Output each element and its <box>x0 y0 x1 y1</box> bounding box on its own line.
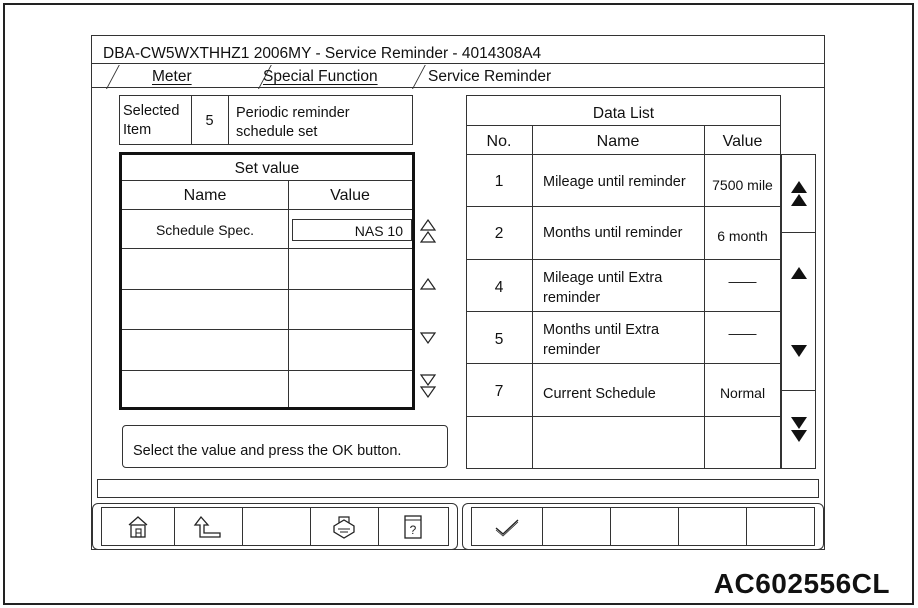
double-up-triangle-icon <box>790 179 808 209</box>
help-button[interactable] <box>378 508 448 545</box>
data-list-title: Data List <box>592 105 655 122</box>
print-button[interactable] <box>310 508 378 545</box>
data-row-name: Mileage until reminder <box>543 174 686 190</box>
function-button-group <box>101 507 449 546</box>
data-row-name: Months until Extra reminder <box>543 322 660 358</box>
data-row-value: Normal <box>719 385 766 401</box>
data-row-value: 7500 mile <box>712 177 773 193</box>
row-divider <box>122 289 412 290</box>
blank-button[interactable] <box>242 508 310 545</box>
data-list-name-header: Name <box>596 133 640 150</box>
status-bar <box>97 479 819 498</box>
set-value-name-header: Name <box>122 181 288 210</box>
scroll-page-down-button[interactable] <box>782 391 815 468</box>
row-divider <box>466 125 781 126</box>
tab-service-reminder[interactable]: Service Reminder <box>428 68 552 85</box>
divider <box>228 96 229 144</box>
row-divider <box>122 329 412 330</box>
data-row-name: Mileage until Extra reminder <box>543 270 663 306</box>
data-list-table <box>466 95 781 469</box>
back-button[interactable] <box>174 508 242 545</box>
selected-item-label: Selected Item <box>123 103 180 138</box>
down-triangle-icon <box>790 343 808 359</box>
tab-meter[interactable]: Meter <box>152 68 192 85</box>
column-divider <box>288 181 289 407</box>
data-row-no: 7 <box>494 383 504 400</box>
set-value-value-header: Value <box>288 181 412 210</box>
data-row-value: —— <box>728 273 757 289</box>
selected-item-description: Periodic reminder schedule set <box>236 105 350 140</box>
svg-text:?: ? <box>409 522 417 537</box>
set-value-panel <box>119 152 415 410</box>
data-row-no: 4 <box>494 279 504 296</box>
row-divider <box>466 416 781 417</box>
window-title: DBA-CW5WXTHHZ1 2006MY - Service Reminder - 4014308A4 <box>92 36 824 64</box>
instruction-message: Select the value and press the OK button. <box>122 425 448 468</box>
tab-bar <box>92 64 824 88</box>
data-list-no-header: No. <box>486 133 512 150</box>
home-button[interactable] <box>102 508 174 545</box>
tab-special-function[interactable]: Special Function <box>263 68 378 85</box>
set-value-title: Set value <box>122 155 412 181</box>
home-icon <box>126 514 150 540</box>
scroll-page-up-button[interactable] <box>782 155 815 233</box>
data-row-name: Months until reminder <box>543 225 683 241</box>
step-down-button[interactable] <box>414 318 442 358</box>
back-arrow-icon <box>193 515 223 539</box>
set-value-row-name: Schedule Spec. <box>155 222 255 238</box>
schedule-spec-value-field[interactable]: NAS 10 <box>292 219 412 241</box>
row-divider <box>122 370 412 371</box>
row-divider <box>466 259 781 260</box>
up-triangle-icon <box>790 265 808 281</box>
data-row-value: —— <box>728 325 757 341</box>
column-divider <box>532 125 533 469</box>
tab-divider <box>412 65 426 89</box>
row-divider <box>466 311 781 312</box>
blank-button[interactable] <box>542 508 610 545</box>
row-divider <box>466 154 781 155</box>
data-row-no: 1 <box>494 173 504 190</box>
scroll-up-button[interactable] <box>782 233 815 312</box>
action-button-group <box>471 507 815 546</box>
blank-button[interactable] <box>678 508 746 545</box>
data-list-scroll-column <box>781 154 816 469</box>
help-icon <box>402 514 424 540</box>
step-up-button[interactable] <box>414 264 442 304</box>
double-up-triangle-icon <box>419 218 437 246</box>
data-list-value-header: Value <box>722 133 763 150</box>
checkmark-icon <box>493 517 521 537</box>
data-row-no: 5 <box>494 331 504 348</box>
blank-button[interactable] <box>746 508 814 545</box>
figure-id: AC602556CL <box>713 568 890 599</box>
down-triangle-icon <box>419 331 437 345</box>
scroll-down-button[interactable] <box>782 312 815 391</box>
data-row-name: Current Schedule <box>543 386 656 402</box>
printer-icon <box>330 514 358 540</box>
up-triangle-icon <box>419 277 437 291</box>
scan-tool-screen <box>91 35 825 550</box>
function-button-bar <box>92 503 458 550</box>
selected-item-number: 5 <box>205 113 214 129</box>
blank-button[interactable] <box>610 508 678 545</box>
tab-divider <box>106 65 120 89</box>
row-divider <box>122 248 412 249</box>
double-down-triangle-icon <box>419 373 437 401</box>
data-row-no: 2 <box>494 225 504 242</box>
data-row-value: 6 month <box>717 228 768 244</box>
row-divider <box>466 206 781 207</box>
action-button-bar <box>462 503 824 550</box>
row-divider <box>466 363 781 364</box>
page-down-button[interactable] <box>414 367 442 407</box>
selected-item-box <box>119 95 413 145</box>
double-down-triangle-icon <box>790 415 808 445</box>
ok-button[interactable] <box>472 508 542 545</box>
page-up-button[interactable] <box>414 212 442 252</box>
